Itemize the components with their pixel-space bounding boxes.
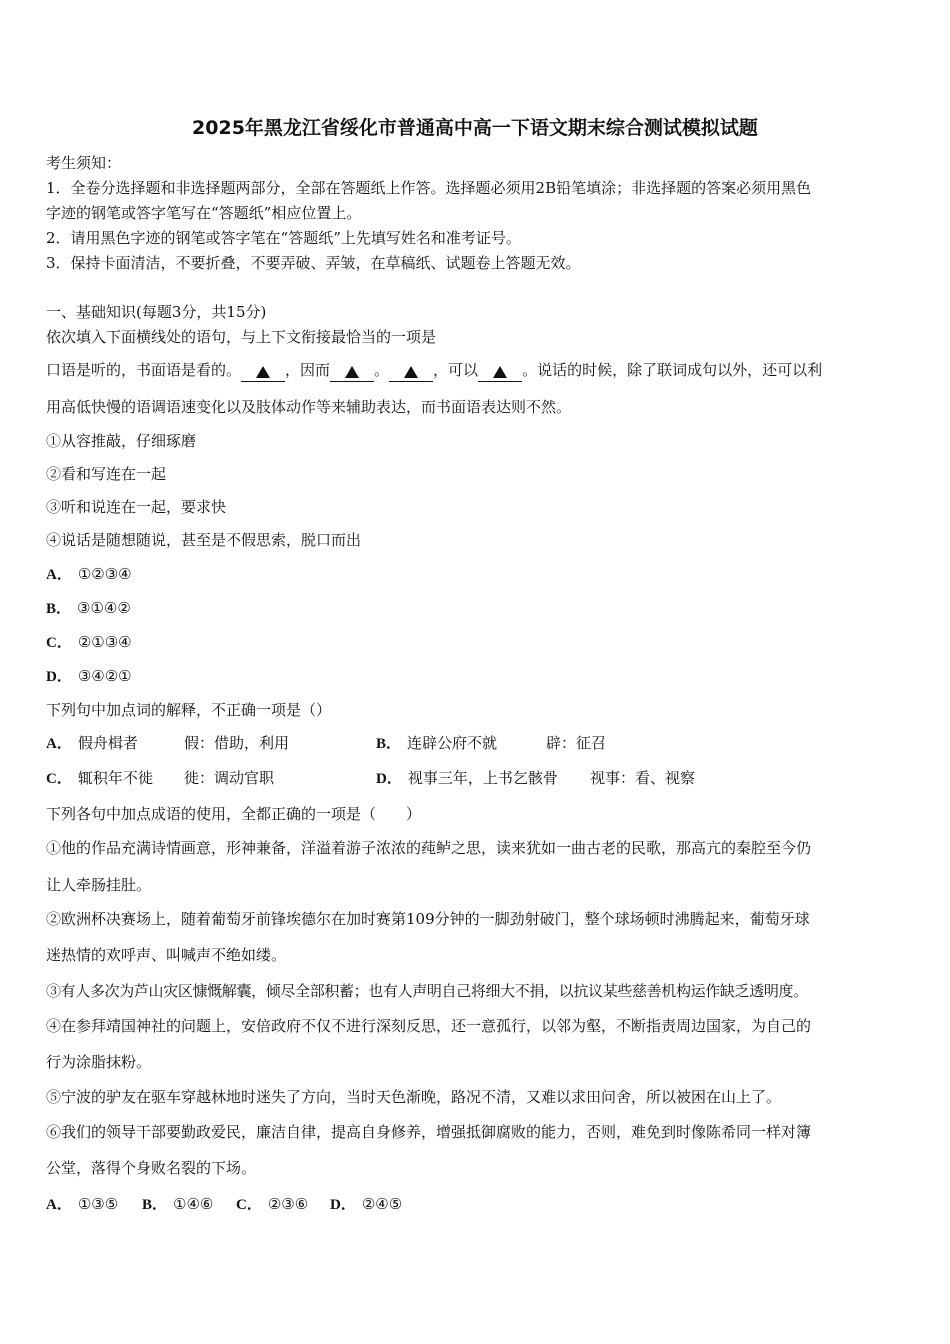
- q2-option-d[interactable]: [376, 768, 558, 789]
- q3-line-8: ⑤宁波的驴友在驱车穿越林地时迷失了方向，当时天色渐晚，路况不清，又难以求田问舍，所以被困在山上了。: [46, 1088, 782, 1106]
- q2-stem: 下列句中加点词的解释，不正确一项是（）: [46, 701, 332, 719]
- q3-line-9: ⑥我们的领导干部要勤政爱民，廉洁自律，提高自身修养，增强抵御腐败的能力，否则，难免到时像陈希同一样对簿: [46, 1123, 812, 1141]
- q1-option-b[interactable]: [46, 598, 131, 619]
- q3-option-d[interactable]: [330, 1194, 402, 1215]
- option-text: ③④②①: [77, 667, 132, 685]
- section-heading: 一、基础知识(每题3分，共15分): [46, 303, 267, 321]
- q1-option-c[interactable]: [46, 632, 132, 653]
- q1-item-4: ④说话是随想随说，甚至是不假思索，脱口而出: [46, 531, 362, 549]
- q3-line-2: 让人牵肠挂肚。: [46, 876, 152, 894]
- option-text: ①③⑤: [77, 1195, 119, 1213]
- option-text: 辄积年不徙: [77, 769, 153, 787]
- q3-line-7: 行为涂脂抹粉。: [46, 1053, 152, 1071]
- q1-option-d[interactable]: [46, 666, 132, 687]
- q3-option-c[interactable]: [236, 1194, 308, 1215]
- answer-blank-3: [389, 363, 433, 382]
- notice-line-2: 字迹的钢笔或答字笔写在“答题纸”相应位置上。: [46, 204, 362, 222]
- passage-text: 。: [374, 361, 390, 379]
- option-label: B．: [46, 601, 72, 617]
- q3-line-6: ④在参拜靖国神社的问题上，安倍政府不仅不进行深刻反思，还一意孤行，以邻为壑，不断指责周边国家，为自己的: [46, 1017, 812, 1035]
- option-text: ①④⑥: [173, 1195, 214, 1213]
- q3-stem: 下列各句中加点成语的使用，全都正确的一项是（ ）: [46, 805, 422, 823]
- notice-line-4: 3．保持卡面清洁，不要折叠，不要弄破、弄皱，在草稿纸、试题卷上答题无效。: [46, 254, 581, 272]
- answer-blank-2: [330, 363, 374, 382]
- q2-option-a[interactable]: [46, 733, 138, 754]
- passage-text: 。说话的时候，除了联词成句以外，还可以利: [522, 361, 823, 379]
- q2-option-a-gloss: 假：借助，利用: [184, 734, 290, 752]
- q2-option-b-gloss: 辟：征召: [546, 734, 607, 752]
- option-text: ③①④②: [77, 599, 131, 617]
- option-label: B．: [142, 1197, 168, 1213]
- q3-option-a[interactable]: [46, 1194, 118, 1215]
- q1-option-a[interactable]: [46, 564, 132, 585]
- passage-text: 口语是听的，书面语是看的。: [46, 361, 242, 379]
- option-label: C．: [236, 1197, 262, 1213]
- q3-line-4: 迷热情的欢呼声、叫喊声不绝如缕。: [46, 946, 287, 964]
- triangle-icon: [256, 366, 270, 378]
- q3-line-3: ②欧洲杯决赛场上，随着葡萄牙前锋埃德尔在加时赛第109分钟的一脚劲射破门，整个球场顿时沸腾起来，葡萄牙球: [46, 910, 810, 928]
- q3-option-b[interactable]: [142, 1194, 213, 1215]
- option-text: 连辟公府不就: [407, 734, 498, 752]
- option-text: ②④⑤: [361, 1195, 403, 1213]
- option-label: D．: [330, 1197, 356, 1213]
- q2-option-c-gloss: 徙：调动官职: [184, 769, 275, 787]
- answer-blank-4: [478, 363, 522, 382]
- triangle-icon: [493, 366, 507, 378]
- q2-option-c[interactable]: [46, 768, 153, 789]
- option-label: C．: [46, 771, 72, 787]
- q1-passage-line-1: [46, 360, 822, 382]
- q2-option-d-gloss: 视事：看、视察: [590, 769, 696, 787]
- q3-line-5: ③有人多次为芦山灾区慷慨解囊，倾尽全部积蓄；也有人声明自己将细大不捐，以抗议某些慈善机构运作缺乏透明度。: [46, 982, 808, 1000]
- option-text: ①②③④: [77, 565, 132, 583]
- option-label: A．: [46, 567, 72, 583]
- notice-line-3: 2．请用黑色字迹的钢笔或答字笔在“答题纸”上先填写姓名和准考证号。: [46, 229, 521, 247]
- option-label: A．: [46, 1197, 72, 1213]
- page-title: 2025年黑龙江省绥化市普通高中高一下语文期末综合测试模拟试题: [192, 117, 758, 139]
- triangle-icon: [345, 366, 359, 378]
- q3-line-1: ①他的作品充满诗情画意，形神兼备，洋溢着游子浓浓的莼鲈之思，读来犹如一曲古老的民歌，那高亢的秦腔至今仍: [46, 839, 812, 857]
- option-label: B．: [376, 736, 402, 752]
- passage-text: ，可以: [433, 361, 479, 379]
- option-text: ②③⑥: [267, 1195, 309, 1213]
- passage-text: ，因而: [285, 361, 331, 379]
- option-text: ②①③④: [77, 633, 132, 651]
- option-text: 假舟楫者: [77, 734, 138, 752]
- q2-option-b[interactable]: [376, 733, 497, 754]
- q3-line-10: 公堂，落得个身败名裂的下场。: [46, 1159, 257, 1177]
- option-label: D．: [46, 669, 72, 685]
- notice-line-1: 1．全卷分选择题和非选择题两部分，全部在答题纸上作答。选择题必须用2B铅笔填涂；非选择题的答案必须用黑色: [46, 179, 812, 197]
- q1-stem: 依次填入下面横线处的语句，与上下文衔接最恰当的一项是: [46, 328, 437, 346]
- q1-item-3: ③听和说连在一起，要求快: [46, 498, 227, 516]
- q1-item-1: ①从容推敲，仔细琢磨: [46, 432, 197, 450]
- option-label: C．: [46, 635, 72, 651]
- triangle-icon: [404, 366, 418, 378]
- option-label: A．: [46, 736, 72, 752]
- answer-blank-1: [241, 363, 285, 382]
- q1-passage-line-2: 用高低快慢的语调语速变化以及肢体动作等来辅助表达，而书面语表达则不然。: [46, 398, 572, 416]
- option-label: D．: [376, 771, 402, 787]
- option-text: 视事三年，上书乞骸骨: [407, 769, 558, 787]
- q1-item-2: ②看和写连在一起: [46, 465, 167, 483]
- notice-heading: 考生须知：: [46, 154, 122, 172]
